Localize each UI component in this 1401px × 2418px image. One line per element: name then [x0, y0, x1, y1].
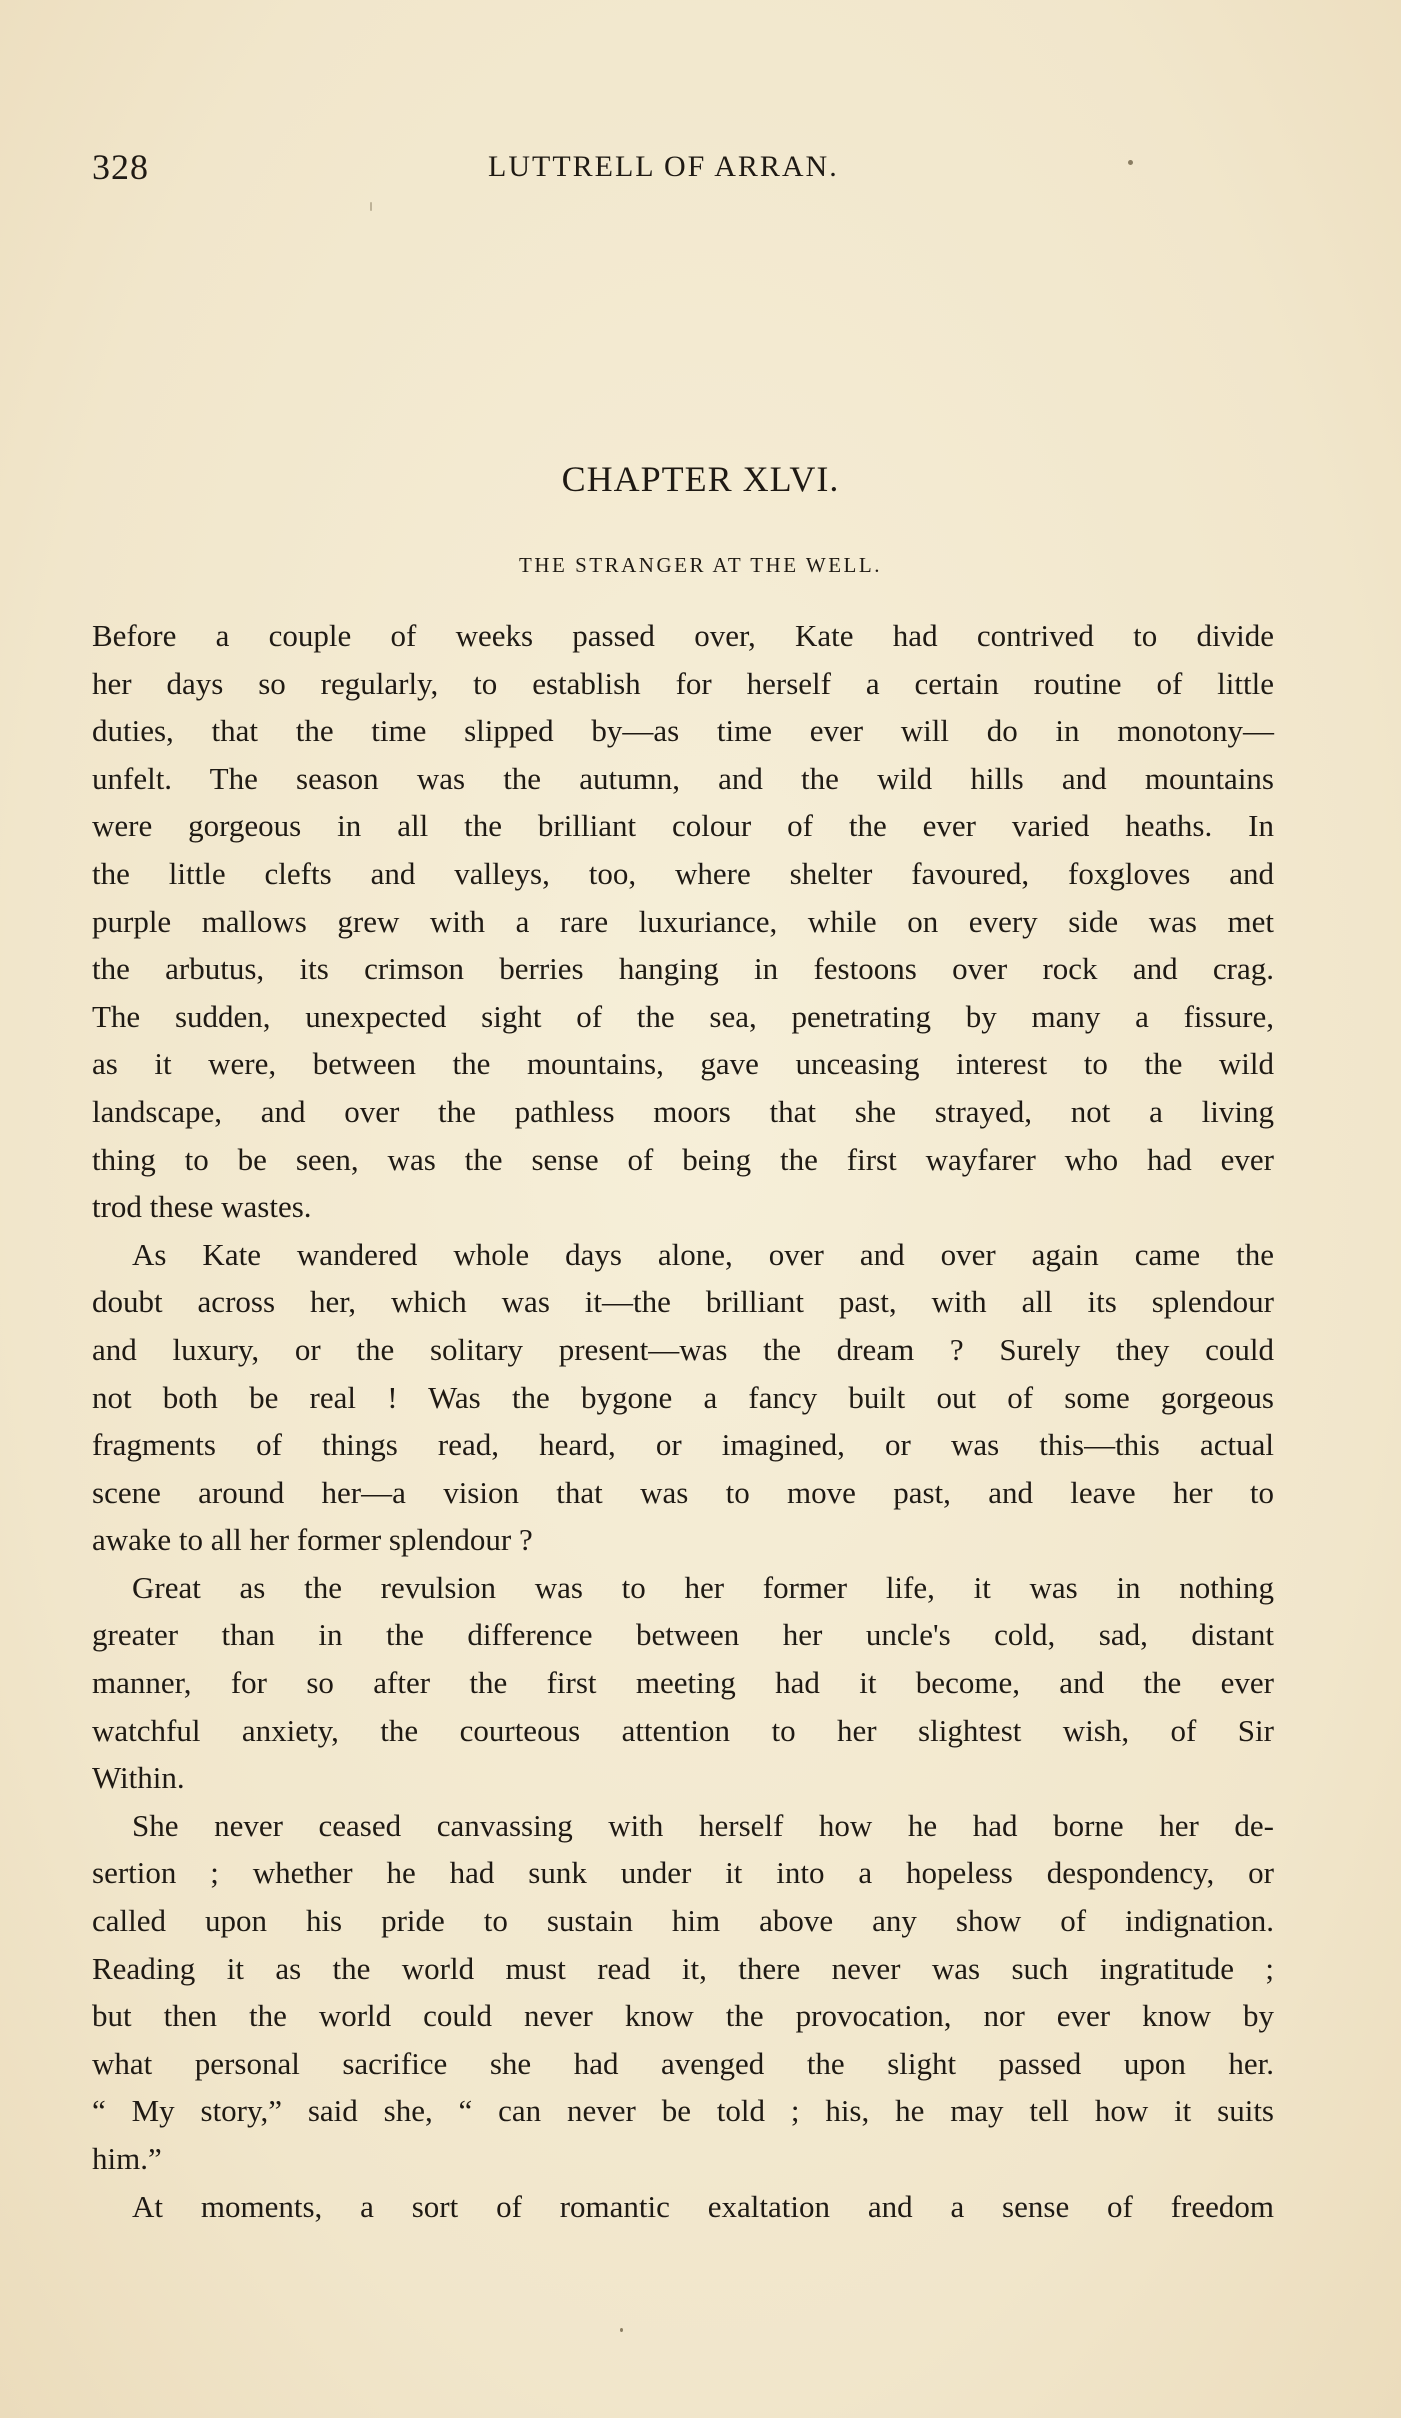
text-line: thing to be seen, was the sense of being the first wayfarer who had ever — [92, 1141, 1274, 1177]
paper-speck — [1128, 160, 1133, 165]
text-line: trod these wastes. — [92, 1189, 312, 1225]
text-line: as it were, between the mountains, gave unceasing interest to the wild — [92, 1046, 1274, 1082]
body-text — [92, 612, 1274, 2230]
text-line: purple mallows grew with a rare luxuriance, while on every side was met — [92, 903, 1274, 939]
text-line: watchful anxiety, the courteous attention to her slightest wish, of Sir — [92, 1712, 1274, 1748]
text-line: Great as the revulsion was to her former life, it was in nothing — [132, 1569, 1274, 1605]
text-line: what personal sacrifice she had avenged the slight passed upon her. — [92, 2045, 1274, 2081]
text-line: manner, for so after the first meeting had it become, and the ever — [92, 1665, 1274, 1701]
text-line: Reading it as the world must read it, there never was such ingratitude ; — [92, 1950, 1274, 1986]
text-line: were gorgeous in all the brilliant colour of the ever varied heaths. In — [92, 808, 1274, 844]
text-line: called upon his pride to sustain him above any show of indignation. — [92, 1903, 1274, 1939]
text-line: landscape, and over the pathless moors that she strayed, not a living — [92, 1093, 1274, 1129]
text-line: unfelt. The season was the autumn, and the wild hills and mountains — [92, 760, 1274, 796]
text-line: the little clefts and valleys, too, where shelter favoured, foxgloves and — [92, 855, 1274, 891]
paper-speck — [620, 2328, 623, 2332]
text-line: Before a couple of weeks passed over, Kate had contrived to divide — [92, 618, 1274, 653]
text-line: sertion ; whether he had sunk under it into a hopeless despondency, or — [92, 1855, 1274, 1891]
text-line: fragments of things read, heard, or imagined, or was this—this actual — [92, 1427, 1274, 1463]
text-line: awake to all her former splendour ? — [92, 1522, 533, 1558]
text-line: As Kate wandered whole days alone, over and over again came the — [132, 1236, 1274, 1272]
text-line: The sudden, unexpected sight of the sea, penetrating by many a fissure, — [92, 998, 1274, 1034]
chapter-subtitle: THE STRANGER AT THE WELL. — [519, 553, 882, 577]
text-line: duties, that the time slipped by—as time ever will do in monotony— — [92, 713, 1274, 749]
text-line: At moments, a sort of romantic exaltation and a sense of freedom — [132, 2188, 1274, 2224]
text-line: She never ceased canvassing with herself how he had borne her de- — [132, 1807, 1274, 1843]
text-line: but then the world could never know the provocation, nor ever know by — [92, 1998, 1274, 2034]
text-line: him.” — [92, 2141, 162, 2176]
text-line: her days so regularly, to establish for herself a certain routine of little — [92, 665, 1274, 701]
chapter-title: CHAPTER XLVI. — [561, 459, 840, 499]
text-line: the arbutus, its crimson berries hanging in festoons over rock and crag. — [92, 951, 1274, 987]
page-header — [92, 146, 1282, 196]
text-line: doubt across her, which was it—the brilliant past, with all its splendour — [92, 1284, 1274, 1320]
text-line: Within. — [92, 1760, 185, 1796]
text-line: scene around her—a vision that was to move past, and leave her to — [92, 1474, 1274, 1510]
page-number: 328 — [92, 147, 149, 187]
text-line: and luxury, or the solitary present—was the dream ? Surely they could — [92, 1331, 1274, 1367]
text-line: greater than in the difference between her uncle's cold, sad, distant — [92, 1617, 1274, 1653]
paper-speck — [370, 202, 372, 211]
running-title: LUTTRELL OF ARRAN. — [488, 150, 839, 183]
text-line: not both be real ! Was the bygone a fancy built out of some gorgeous — [92, 1379, 1274, 1415]
text-line: “ My story,” said she, “ can never be told ; his, he may tell how it suits — [92, 2093, 1274, 2129]
